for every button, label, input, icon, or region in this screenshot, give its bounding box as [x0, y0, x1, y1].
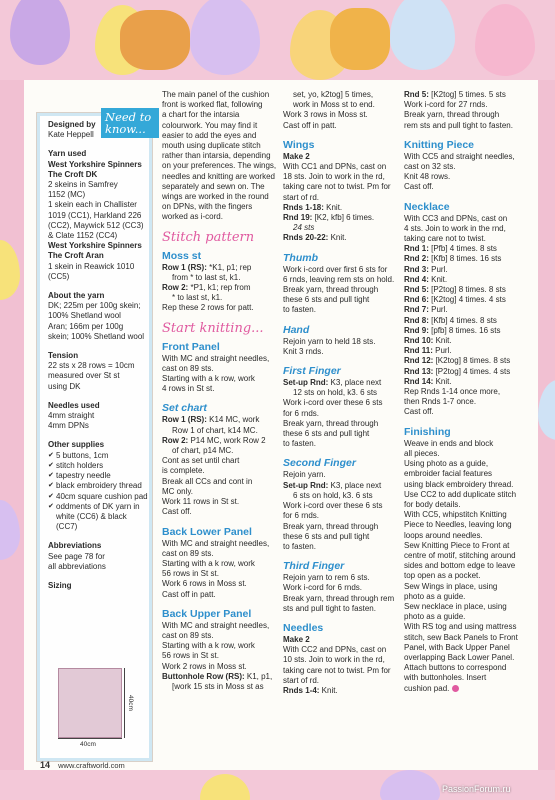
abbrev-line: all abbreviations [48, 561, 106, 571]
yarn1-brand: West Yorkshire Spinners The Croft DK [48, 159, 142, 179]
row-label: Rnd 13: [404, 366, 434, 376]
knitting-piece-line: Cast off. [404, 182, 434, 192]
width-dimension-line [58, 738, 122, 739]
finishing-last-text: cushion pad. [404, 683, 450, 693]
finishing-heading: Finishing [404, 425, 451, 438]
yarn1-line: 1 skein each in Challister [48, 200, 137, 210]
third-finger-heading: Third Finger [283, 560, 345, 573]
row-label: Rnd 12: [404, 356, 434, 366]
row-label: Buttonhole Row (RS): [162, 671, 245, 681]
wings-line: taking care not to twist. Pm for [283, 182, 391, 192]
finishing-line: stitch, sew Back Panels to Front [404, 632, 518, 642]
front-line: cast on 89 sts. [162, 363, 214, 373]
designer-name: Kate Heppell [48, 130, 94, 140]
finishing-line: embroider facial features [404, 469, 493, 479]
intro-line: separately and sewn on. The [162, 181, 265, 191]
wings-rnd [283, 233, 405, 243]
first-finger-line: Work i-cord over these 6 sts [283, 398, 383, 408]
back-upper-panel-heading: Back Upper Panel [162, 607, 252, 620]
necklace-end-line: then Rnds 1-7 once. [404, 397, 477, 407]
intro-line: needles and knitting are worked [162, 171, 275, 181]
row-label: Rnd 11: [404, 346, 433, 356]
finishing-line: Sew necklace in place, using [404, 601, 507, 611]
finishing-line: sides and bottom edge to leave [404, 561, 516, 571]
start-knitting-heading: Start knitting... [162, 320, 264, 336]
row-label: Rnd 5: [404, 90, 429, 99]
thumb-line: to fasten. [283, 305, 316, 315]
intro-line: on DPNs, with the fingers [162, 202, 253, 212]
chart-line: of chart, p14 MC. [172, 446, 234, 456]
row-label: Rnd 19: [283, 213, 313, 223]
finishing-line: Panel, with Back Upper Panel [404, 642, 510, 652]
needles-line: 10 sts. Join to work in the rd, [283, 655, 385, 665]
col2-top-line: Work 3 rows in Moss st. [283, 110, 368, 120]
column-3 [404, 90, 536, 694]
wings-line: start of rd. [283, 192, 320, 202]
finishing-line: Weave in ends and block [404, 438, 494, 448]
wings-rnd [283, 213, 405, 223]
chart-line: is complete. [162, 466, 205, 476]
row-label: Rnds 20-22: [283, 233, 329, 243]
row-text: *K1, p1; rep [206, 262, 252, 272]
easter-egg-decoration [0, 240, 20, 300]
first-finger-line: Break yarn, thread through [283, 418, 379, 428]
row-label: Rnd 9: [404, 325, 429, 335]
page-number: 14 [40, 760, 51, 770]
wings-line: 18 sts. Join to work in the rd, [283, 172, 385, 182]
finishing-line: using black embroidery thread. [404, 479, 514, 489]
moss-stitch-heading: Moss st [162, 249, 202, 262]
front-line: With MC and straight needles, [162, 353, 270, 363]
moss-repeat: Rep these 2 rows for patt. [162, 303, 254, 313]
col2-top-line: work in Moss st to end. [293, 100, 375, 110]
needles-line: taking care not to twist. Pm for [283, 665, 391, 675]
abbrev-line: See page 78 for [48, 551, 105, 561]
yarn2-line: 1 skein in Reawick 1010 [48, 261, 135, 271]
sizing-label: Sizing [48, 580, 72, 590]
row-text: [Kfb] 8 times. 16 sts [428, 254, 502, 264]
row-text: [K2, kfb] 6 times. [312, 213, 375, 223]
necklace-rnd [404, 377, 536, 387]
necklace-rnd [404, 275, 536, 285]
yarn1-line: 2 skeins in Samfrey [48, 180, 118, 190]
easter-egg-decoration [10, 0, 70, 65]
intro-line: wings are worked in the round [162, 192, 269, 202]
back-lower-line: cast on 89 sts. [162, 548, 214, 558]
tension-line: using DK [48, 381, 81, 391]
tension-line: 22 sts x 28 rows = 10cm [48, 361, 135, 371]
finishing-line: loops around needles. [404, 530, 483, 540]
chart-row-2 [162, 436, 284, 446]
needles-line: start of rd. [283, 675, 320, 685]
hand-line: Knit 3 rnds. [283, 346, 324, 356]
row-label: Rnd 2: [404, 254, 429, 264]
row-text: K1, p1, [244, 671, 273, 681]
end-marker-icon [452, 685, 459, 692]
easter-egg-decoration [200, 774, 250, 800]
col3-top-line: rem sts and pull tight to fasten. [404, 120, 513, 130]
wings-stitch-count: 24 sts [293, 223, 315, 233]
needles-line: 4mm DPNs [48, 421, 89, 431]
row-label: Rnd 4: [404, 274, 429, 284]
thumb-line: these 6 sts and pull tight [283, 295, 370, 305]
easter-egg-decoration [475, 4, 535, 76]
row-text: Purl. [428, 264, 448, 274]
finishing-line: With RS tog and using mattress [404, 622, 517, 632]
row-text: K14 MC, work [206, 415, 260, 425]
row-label: Rnd 7: [404, 305, 429, 315]
row-label: Rnd 1: [404, 244, 429, 254]
second-finger-rejoin: Rejoin yarn. [283, 470, 326, 480]
needles-line: With CC2 and DPNs, cast on [283, 645, 387, 655]
easter-egg-decoration [538, 380, 555, 440]
yarn1-line: 1152 (MC) [48, 190, 86, 200]
finishing-line: with buttonholes. Insert [404, 673, 487, 683]
back-upper-line: 56 rows in St st. [162, 651, 219, 661]
easter-egg-decoration [380, 770, 440, 800]
wings-heading: Wings [283, 138, 315, 151]
thumb-line: Break yarn, thread through [283, 285, 379, 295]
first-finger-line: to fasten. [283, 439, 316, 449]
front-panel-heading: Front Panel [162, 340, 220, 353]
supply-item: ✔ oddments of DK yarn in white (CC6) & black (CC7) [48, 502, 148, 533]
first-finger-setup [283, 378, 405, 388]
row-label: Rnd 14: [404, 376, 434, 386]
back-upper-line: Starting with a k row, work [162, 641, 255, 651]
yarn2-line: (CC5) [48, 271, 70, 281]
intro-line: colourwork. You may find it [162, 120, 258, 130]
abbreviations-label: Abbreviations [48, 541, 102, 551]
necklace-end-line: Cast off. [404, 407, 434, 417]
chart-line: Work 11 rows in St st. [162, 497, 240, 507]
make-2-label: Make 2 [283, 634, 310, 644]
intro-line: a chart for the intarsia [162, 110, 240, 120]
hand-line: Rejoin yarn to held 18 sts. [283, 336, 376, 346]
row-text: Purl. [432, 346, 452, 356]
yarn1-line: & Clate 1152 (CC4) [48, 231, 118, 241]
finishing-line: for body details. [404, 499, 461, 509]
chicken-illustration [120, 10, 190, 70]
needles-used-label: Needles used [48, 400, 100, 410]
finishing-line: Use CC2 to add duplicate stitch [404, 489, 517, 499]
knitting-piece-line: Knit 48 rows. [404, 172, 451, 182]
finishing-line: photo as a guide. [404, 591, 466, 601]
row-text: [K2tog] 4 times. 4 sts [428, 295, 506, 305]
second-finger-line: these 6 sts and pull tight [283, 531, 370, 541]
row-label: Rnds 1-4: [283, 685, 320, 695]
row-label: Row 2: [162, 435, 189, 445]
tension-line: measured over St st [48, 371, 120, 381]
back-lower-line: Work 6 rows in Moss st. [162, 579, 247, 589]
row-text: [pfb] 8 times. 16 sts [428, 325, 501, 335]
necklace-rnd [404, 367, 536, 377]
row-text: [P2tog] 8 times. 8 sts [428, 285, 506, 295]
row-text: Knit. [433, 336, 452, 346]
row-text: Purl. [428, 305, 448, 315]
yarn-used-label: Yarn used [48, 149, 87, 159]
chart-line: Cast off. [162, 507, 192, 517]
row-text: [P2tog] 4 times. 4 sts [433, 366, 511, 376]
second-finger-line: Work i-cord over these 6 sts [283, 501, 383, 511]
row-text: [Kfb] 4 times. 8 sts [428, 315, 497, 325]
necklace-line: 4 sts. Join to work in the rnd, [404, 223, 506, 233]
column-1 [162, 90, 284, 692]
row-text: *P1, k1; rep from [188, 283, 251, 293]
back-lower-line: Starting with a k row, work [162, 558, 255, 568]
intro-line: mouth using duplicate stitch [162, 141, 261, 151]
first-finger-line: for 6 rnds. [283, 408, 320, 418]
back-lower-panel-heading: Back Lower Panel [162, 525, 252, 538]
back-lower-line: With MC and straight needles, [162, 538, 270, 548]
page-footer [40, 760, 125, 770]
front-line: Starting with a k row, work [162, 374, 255, 384]
first-finger-line: these 6 sts and pull tight [283, 429, 370, 439]
needles-line: 4mm straight [48, 411, 95, 421]
necklace-rnd [404, 336, 536, 346]
row-text: [Pfb] 4 times. 8 sts [428, 244, 497, 254]
knitting-piece-line: cast on 32 sts. [404, 162, 456, 172]
row-text: Knit. [319, 685, 338, 695]
knitting-piece-line: With CC5 and straight needles, [404, 151, 515, 161]
necklace-rnd [404, 265, 536, 275]
tension-label: Tension [48, 351, 79, 361]
necklace-heading: Necklace [404, 200, 450, 213]
needles-heading: Needles [283, 621, 324, 634]
col3-top-line: Work i-cord for 27 rnds. [404, 100, 488, 110]
column-2 [283, 90, 405, 696]
intro-line: front is worked flat, following [162, 100, 263, 110]
intro-line: rather than intarsia, depending [162, 151, 271, 161]
wings-line: With CC1 and DPNs, cast on [283, 162, 387, 172]
finishing-line: Attach buttons to correspond [404, 663, 507, 673]
necklace-rnd [404, 285, 536, 295]
moss-row-1 [162, 263, 284, 273]
right-decoration-band [538, 80, 555, 770]
necklace-rnd [404, 346, 536, 356]
easter-egg-decoration [190, 0, 260, 75]
intro-line: worked as i-cord. [162, 212, 223, 222]
finishing-last-line [404, 684, 536, 694]
finishing-line: Using photo as a guide, [404, 459, 489, 469]
second-finger-line: for 6 rnds. [283, 511, 320, 521]
chicken-illustration [330, 8, 390, 70]
need-to-know-tab: Need to know... [101, 108, 159, 138]
height-dimension-label: 40cm [127, 695, 134, 711]
necklace-rnd [404, 326, 536, 336]
necklace-rnd [404, 244, 536, 254]
chart-line: Cont as set until chart [162, 456, 240, 466]
row-text: K3, place next [328, 480, 382, 490]
moss-row-2-cont: * to last st, k1. [172, 293, 223, 303]
row-label: Rnds 1-18: [283, 202, 324, 212]
watermark: PassionForum.ru [442, 784, 511, 794]
width-dimension-label: 40cm [80, 741, 96, 748]
site-url[interactable]: www.craftworld.com [58, 761, 125, 770]
necklace-rnd [404, 305, 536, 315]
make-2-label: Make 2 [283, 151, 310, 161]
knitting-piece-heading: Knitting Piece [404, 138, 475, 151]
yarn1-line: (CC2), Maywick 512 (CC3) [48, 220, 144, 230]
finishing-line: centre of motif, stitching around [404, 550, 516, 560]
row-text: P14 MC, work Row 2 [188, 435, 266, 445]
set-chart-heading: Set chart [162, 402, 207, 415]
supply-item: ✔ 5 buttons, 1cm [48, 451, 148, 461]
necklace-line: With CC3 and DPNs, cast on [404, 213, 508, 223]
about-line: 100% Shetland wool [48, 311, 121, 321]
supply-item: ✔ tapestry needle [48, 471, 148, 481]
needles-rnd [283, 686, 405, 696]
easter-egg-decoration [0, 500, 20, 560]
first-finger-setup-cont: 12 sts on hold, k3. 6 sts [293, 388, 378, 398]
second-finger-line: Break yarn, thread through [283, 521, 379, 531]
hand-heading: Hand [283, 323, 310, 336]
row-label: Row 2: [162, 283, 189, 293]
finishing-line: Sew Knitting Piece to Front at [404, 540, 510, 550]
row-label: Set-up Rnd: [283, 378, 329, 388]
supply-item: ✔ stitch holders [48, 461, 148, 471]
third-finger-line: Work i-cord for 6 rnds. [283, 583, 362, 593]
chart-line: Row 1 of chart, k14 MC. [172, 425, 258, 435]
finishing-line: With CC5, whipstitch Knitting [404, 510, 507, 520]
about-line: Aran; 166m per 100g [48, 321, 124, 331]
yarn2-brand: West Yorkshire Spinners The Croft Aran [48, 241, 142, 261]
row-label: Row 1 (RS): [162, 262, 207, 272]
necklace-end-line: Rep Rnds 1-14 once more, [404, 387, 501, 397]
stitch-pattern-heading: Stitch pattern [162, 229, 255, 245]
necklace-rnd [404, 316, 536, 326]
back-upper-line: cast on 89 sts. [162, 630, 214, 640]
back-lower-line: Cast off in patt. [162, 589, 216, 599]
chart-line: MC only. [162, 486, 193, 496]
top-decoration-band [0, 0, 555, 80]
col2-top-line: set, yo, k2tog] 5 times, [293, 90, 374, 99]
buttonhole-cont: [work 15 sts in Moss st as [172, 681, 264, 691]
row-text: [K2tog] 5 times. 5 sts [428, 90, 506, 99]
front-line: 4 rows in St st. [162, 384, 215, 394]
row-label: Rnd 3: [404, 264, 429, 274]
row-text: Knit. [328, 233, 347, 243]
row-text: Knit. [433, 376, 452, 386]
yarn1-line: 1019 (CC1), Harkland 226 [48, 210, 142, 220]
thumb-line: 6 rnds, leaving rem sts on hold. [283, 274, 395, 284]
row-label: Rnd 10: [404, 336, 434, 346]
chart-line: Break all CCs and cont in [162, 476, 253, 486]
intro-line: The main panel of the cushion [162, 90, 270, 99]
about-yarn-label: About the yarn [48, 291, 105, 301]
chart-row-1 [162, 415, 284, 425]
sizing-diagram-square [58, 668, 122, 738]
second-finger-setup-cont: 6 sts on hold, k3. 6 sts [293, 490, 373, 500]
row-label: Set-up Rnd: [283, 480, 329, 490]
intro-line: on your preferences. The wings, [162, 161, 277, 171]
thumb-line: Work i-cord over first 6 sts for [283, 264, 388, 274]
third-finger-line: Rejoin yarn to rem 6 sts. [283, 573, 370, 583]
col2-top-line: Cast off in patt. [283, 120, 337, 130]
third-finger-line: sts and pull tight to fasten. [283, 603, 376, 613]
finishing-line: photo as a guide. [404, 612, 466, 622]
buttonhole-row [162, 672, 284, 682]
thumb-heading: Thumb [283, 251, 318, 264]
supply-item: ✔ black embroidery thread [48, 481, 148, 491]
back-lower-line: 56 rows in St st. [162, 569, 219, 579]
row-text: Knit. [428, 274, 448, 284]
supply-item: ✔ 40cm square cushion pad [48, 492, 148, 502]
finishing-line: overlapping Back Lower Panel. [404, 652, 515, 662]
height-dimension-line [124, 668, 125, 738]
finishing-line: all pieces. [404, 448, 440, 458]
row-text: Knit. [323, 202, 343, 212]
intro-line: easier to add the eyes and [162, 130, 257, 140]
row-label: Rnd 5: [404, 285, 429, 295]
third-finger-line: Break yarn, thread through rem [283, 593, 395, 603]
second-finger-heading: Second Finger [283, 457, 356, 470]
col3-top-line: Break yarn, thread through [404, 110, 500, 120]
about-line: DK; 225m per 100g skein; [48, 301, 141, 311]
row-label: Rnd 8: [404, 315, 429, 325]
necklace-line: taking care not to twist. [404, 234, 486, 244]
about-line: skein; 100% Shetland wool [48, 331, 145, 341]
second-finger-setup [283, 481, 405, 491]
left-decoration-band [0, 80, 24, 770]
other-supplies-label: Other supplies [48, 440, 105, 450]
moss-row-1-cont: from * to last st, k1. [172, 272, 241, 282]
col3-rnd5 [404, 90, 536, 100]
row-text: K3, place next [328, 378, 382, 388]
second-finger-line: to fasten. [283, 541, 316, 551]
finishing-line: top open as a pocket. [404, 571, 481, 581]
moss-row-2 [162, 283, 284, 293]
back-upper-line: Work 2 rows in Moss st. [162, 661, 247, 671]
necklace-rnd [404, 356, 536, 366]
row-label: Rnd 6: [404, 295, 429, 305]
designed-by-label: Designed by [48, 120, 96, 129]
easter-egg-decoration [390, 0, 455, 70]
row-label: Row 1 (RS): [162, 415, 207, 425]
back-upper-line: With MC and straight needles, [162, 620, 270, 630]
necklace-rnd [404, 295, 536, 305]
first-finger-heading: First Finger [283, 365, 341, 378]
wings-rnd [283, 203, 405, 213]
sidebar-content [48, 120, 148, 591]
necklace-rnd [404, 254, 536, 264]
finishing-line: Sew Wings in place, using [404, 581, 498, 591]
finishing-line: Piece to Needles, leaving long [404, 520, 512, 530]
row-text: [K2tog] 8 times. 8 sts [433, 356, 511, 366]
